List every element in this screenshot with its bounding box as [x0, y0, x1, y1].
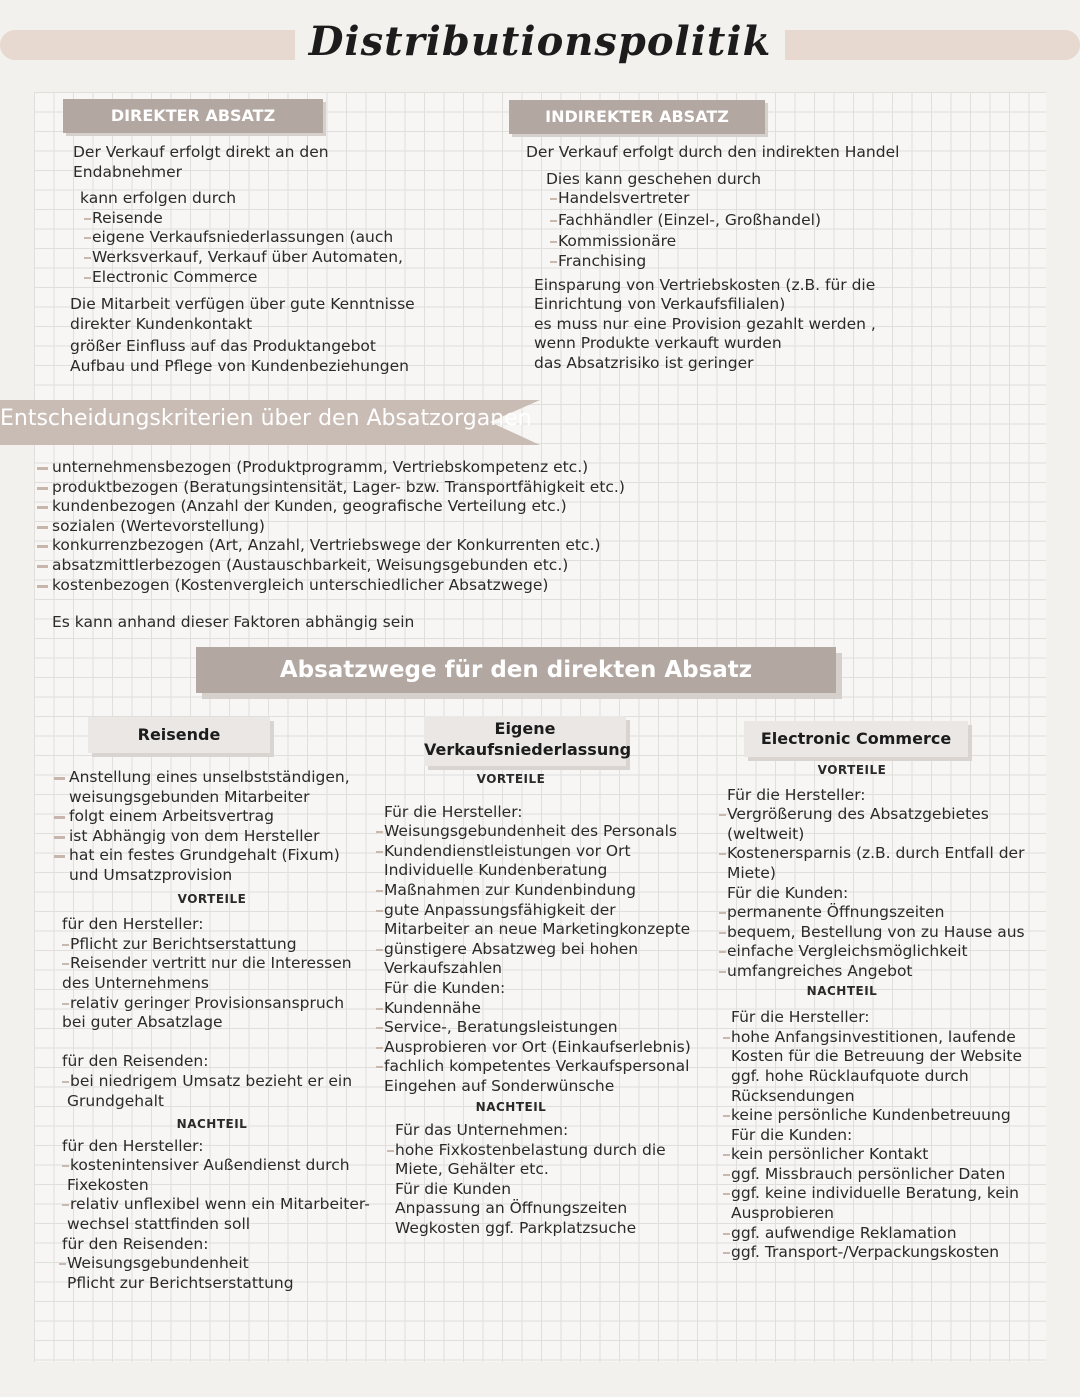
- reisende-pros-label: VORTEILE: [177, 891, 247, 906]
- criteria-heading: Entscheidungskriterien über den Absatzorganen: [0, 406, 532, 431]
- ecommerce-cons-label: NACHTEIL: [806, 983, 878, 998]
- list-item: produktbezogen (Beratungsintensität, Lager- bzw. Transportfähigkeit etc.): [52, 477, 625, 496]
- list-item: kostenbezogen (Kostenvergleich unterschiedlicher Absatzwege): [52, 576, 625, 596]
- niederlassung-notes: VORTEILE Für die Hersteller: Weisungsgebundenheit des Personals Kundendienstleistungen vor Ort Individuelle Kundenberatung Maßnahmen zur Kundenbindung gute Anpassungsfähigkeit der Mitarbeiter an neue Marketingkonzepte günstigere Absatzweg bei hohen Verkaufszahlen Für die Kunden: Kundennähe Service-, Beratungsleistungen Ausprobieren vor Ort (Einkaufserlebnis) fachlich kompetentes Verkaufspersonal Eingehen auf Sonderwünsche NACHTEIL Für das Unternehmen: hohe Fixkostenbelastung durch die Miete, Gehälter etc. Für die Kunden Anpassung an Öffnungszeiten Wegkosten ggf. Parkplatzsuche: [384, 770, 704, 1239]
- reisende-notes: Anstellung eines unselbstständigen, weisungsgebunden Mitarbeiter folgt einem Arbeitsvertrag ist Abhängig von dem Hersteller hat ein festes Grundgehalt (Fixum) und Umsatzprovision VORTEILE für den Hersteller: Pflicht zur Berichtserstattung Reisender vertritt nur die Interessen des Unternehmens relativ geringer Provisionsanspruch bei guter Absatzlage für den Reisenden: bei niedrigem Umsatz bezieht er ein Grundgehalt NACHTEIL für den Hersteller: kostenintensiver Außendienst durch Fixekosten relativ unflexibel wenn ein Mitarbeiter- wechsel stattfinden soll für den Reisenden: Weisungsgebundenheit Pflicht zur Berichtserstattung: [62, 768, 370, 1292]
- ecommerce-pros-label: VORTEILE: [817, 763, 887, 777]
- direct-sales-header: DIREKTER ABSATZ: [63, 99, 323, 133]
- niederlassung-pros-label: VORTEILE: [476, 772, 546, 786]
- indirect-sales-notes: Der Verkauf erfolgt durch den indirekten Handel Dies kann geschehen durch Handelsvertreter Fachhändler (Einzel-, Großhandel) Kommissionäre Franchising Einsparung von Vertriebskosten (z.B. für die Einrichtung von Verkaufsfilialen) es muss nur eine Provision gezahlt werden , wenn Produkte verkauft wurden das Absatzrisiko ist geringer: [526, 143, 900, 372]
- list-item: unternehmensbezogen (Produktprogramm, Vertriebskompetenz etc.): [52, 458, 625, 478]
- list-item: konkurrenzbezogen (Art, Anzahl, Vertriebswege der Konkurrenten etc.): [52, 536, 625, 556]
- niederlassung-cons-label: NACHTEIL: [475, 1099, 547, 1114]
- criteria-footer: Es kann anhand dieser Faktoren abhängig sein: [52, 613, 415, 632]
- direct-sales-notes: Der Verkauf erfolgt direkt an den Endabnehmer kann erfolgen durch Reisende eigene Verkaufsniederlassungen (auch Werksverkauf, Verkauf über Automaten, Electronic Commerce Die Mitarbeit verfügen über gute Kenntnisse direkter Kundenkontakt größer Einfluss auf das Produktangebot Aufbau und Pflege von Kundenbeziehungen: [70, 143, 415, 375]
- ecommerce-header: Electronic Commerce: [744, 721, 968, 757]
- list-item: absatzmittlerbezogen (Austauschbarkeit, Weisungsgebunden etc.): [52, 556, 625, 576]
- niederlassung-header: Eigene Verkaufsniederlassung: [424, 716, 626, 766]
- list-item: sozialen (Wertevorstellung): [52, 517, 625, 537]
- reisende-cons-label: NACHTEIL: [176, 1117, 248, 1132]
- indirect-sales-header: INDIREKTER ABSATZ: [509, 100, 765, 134]
- reisende-header: Reisende: [88, 717, 270, 753]
- channels-heading: Absatzwege für den direkten Absatz: [196, 647, 836, 693]
- criteria-list: [52, 458, 625, 633]
- list-item: kundenbezogen (Anzahl der Kunden, geografische Verteilung etc.): [52, 497, 625, 517]
- page-title: Distributionspolitik: [0, 18, 1080, 65]
- ecommerce-notes: VORTEILE Für die Hersteller: Vergrößerung des Absatzgebietes (weltweit) Kostenersparnis (z.B. durch Entfall der Miete) Für die Kunden: permanente Öffnungszeiten bequem, Bestellung von zu Hause aus einfache Vergleichsmöglichkeit umfangreiches Angebot NACHTEIL Für die Hersteller: hohe Anfangsinvestitionen, laufende Kosten für die Betreuung der Website ggf. hohe Rücklaufquote durch Rücksendungen keine persönliche Kundenbetreuung Für die Kunden: kein persönlicher Kontakt ggf. Missbrauch persönlicher Daten ggf. keine individuelle Beratung, kein Ausprobieren ggf. aufwendige Reklamation ggf. Transport-/Verpackungskosten: [727, 761, 1047, 1263]
